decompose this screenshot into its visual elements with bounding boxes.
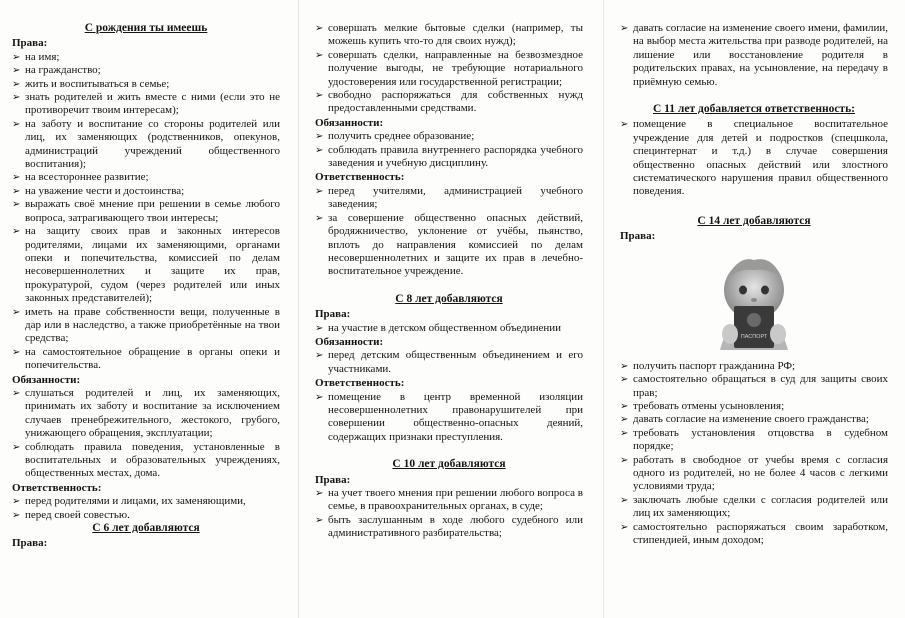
rights-label-14: Права: <box>620 230 656 243</box>
section-heading-10: С 10 лет добавляются <box>392 458 506 471</box>
list-item: ➢ соблюдать правила поведения, установленные в воспитательных и образовательных учреждениях, общественных местах, дома. <box>12 441 280 481</box>
duties-list-6 <box>315 130 583 170</box>
responsibility-label: Ответственность: <box>12 481 102 494</box>
list-item: ➢ на всестороннее развитие; <box>12 171 280 184</box>
rights-label: Права: <box>12 37 48 50</box>
list-item: ➢ получить паспорт гражданина РФ; <box>620 360 888 373</box>
rights-list <box>12 51 280 373</box>
list-item: ➢ слушаться родителей и лиц, их заменяющих, принимать их заботу и воспитание за исключением случаев пренебрежительного, жестокого, грубого, унижающего обращения, эксплуатации; <box>12 387 280 441</box>
duties-list-8 <box>315 349 583 376</box>
rights-list-6-cont <box>315 22 583 116</box>
rights-list-10-cont <box>620 22 888 89</box>
section-heading-6: С 6 лет добавляются <box>92 522 200 535</box>
panel-left <box>12 18 280 551</box>
section-heading-11 <box>620 103 888 116</box>
child-illustration <box>708 250 800 350</box>
passport-label: ПАСПОРТ <box>740 333 768 340</box>
section-heading-14: С 14 лет добавляются <box>697 214 811 227</box>
list-item: ➢ давать согласие на изменение своего гражданства; <box>620 413 888 426</box>
rights-label-8: Права: <box>315 308 351 321</box>
list-item: ➢ перед учителями, администрацией учебного заведения; <box>315 185 583 212</box>
list-item: ➢ перед своей совестью. <box>12 509 280 522</box>
list-item: ➢ перед детским общественным объединением и его участниками. <box>315 349 583 376</box>
list-item: ➢ быть заслушанным в ходе любого судебного или административного разбирательства; <box>315 514 583 541</box>
list-item: ➢ работать в свободное от учебы время с согласия одного из родителей, но не более 4 часов с легкими условиями труда; <box>620 454 888 494</box>
section-heading-birth: С рождения ты имеешь <box>84 22 208 34</box>
section-heading-11-prefix: С 11 лет добавляется <box>653 103 763 116</box>
panel-middle <box>315 22 583 541</box>
list-item: ➢ помещение в центр временной изоляции несовершеннолетних правонарушителей при совершении общественно-опасных деяний, содержащих признаки преступления. <box>315 391 583 445</box>
section-heading-8: С 8 лет добавляются <box>395 292 503 305</box>
panel-right <box>620 22 888 547</box>
responsibility-list <box>12 495 280 522</box>
list-item: ➢ знать родителей и жить вместе с ними (если это не противоречит твоим интересам); <box>12 91 280 118</box>
responsibility-label-6: Ответственность: <box>315 171 405 184</box>
rights-label-10: Права: <box>315 473 351 486</box>
list-item: ➢ требовать установления отцовства в судебном порядке; <box>620 427 888 454</box>
list-item: ➢ самостоятельно распоряжаться своим заработком, стипендией, иным доходом; <box>620 521 888 548</box>
list-item: ➢ жить и воспитываться в семье; <box>12 78 280 91</box>
list-item: ➢ на самостоятельное обращение в органы опеки и попечительства. <box>12 346 280 373</box>
list-item: ➢ требовать отмены усыновления; <box>620 400 888 413</box>
list-item: ➢ на учет твоего мнения при решении любого вопроса в семье, в правоохранительных органах, в суде; <box>315 487 583 514</box>
rights-label-6: Права: <box>12 537 48 550</box>
list-item: ➢ соблюдать правила внутреннего распорядка учебного заведения и учебную дисциплину. <box>315 144 583 171</box>
list-item: ➢ за совершение общественно опасных действий, бродяжничество, уклонение от учёбы, пьянство, вплоть до направления комиссией по делам несовершеннолетних и защите их прав в лечебно-воспитательное учреждение. <box>315 212 583 279</box>
duties-label-8: Обязанности: <box>315 335 384 348</box>
list-item: ➢ получить среднее образование; <box>315 130 583 143</box>
duties-label: Обязанности: <box>12 373 81 386</box>
fold-line-2 <box>603 0 604 618</box>
rights-list-8 <box>315 322 583 335</box>
list-item: ➢ совершать мелкие бытовые сделки (например, ты можешь купить что-то для своих нужд); <box>315 22 583 49</box>
list-item: ➢ на уважение чести и достоинства; <box>12 185 280 198</box>
duties-list <box>12 387 280 481</box>
list-item: ➢ совершать сделки, направленные на безвозмездное получение выгоды, не требующие нотариального удостоверения или государственной регистрации; <box>315 49 583 89</box>
list-item: ➢ на защиту своих прав и законных интересов родителями, лицами их заменяющими, органами опеки и попечительства, комиссией по делам несовершеннолетних и защите их прав, прокуратурой, судом (через родителей или иных законных представителей); <box>12 225 280 305</box>
list-item: ➢ выражать своё мнение при решении в семье любого вопроса, затрагивающего твои интересы; <box>12 198 280 225</box>
list-item: ➢ помещение в специальное воспитательное учреждение для детей и подростков (спецшкола, специнтернат и т.д.) в случае совершения общественно опасных действий или злостного систематического нарушения правил общественного поведения. <box>620 118 888 198</box>
list-item: ➢ на гражданство; <box>12 64 280 77</box>
list-item: ➢ заключать любые сделки с согласия родителей или лиц их заменяющих; <box>620 494 888 521</box>
list-item: ➢ на заботу и воспитание со стороны родителей или лиц, их заменяющих (родственников, опекунов, администраций учреждений общественного воспитания); <box>12 118 280 172</box>
child-with-passport-photo <box>708 250 800 350</box>
list-item: ➢ самостоятельно обращаться в суд для защиты своих прав; <box>620 373 888 400</box>
responsibility-list-8 <box>315 391 583 445</box>
list-item: ➢ давать согласие на изменение своего имени, фамилии, на выбор места жительства при разводе родителей, на лишение или восстановление родителя в родительских правах, на усыновление, на передачу в приёмную семью. <box>620 22 888 89</box>
responsibility-list-11 <box>620 118 888 198</box>
responsibility-list-6 <box>315 185 583 279</box>
list-item: ➢ иметь на праве собственности вещи, полученные в дар или в наследство, а также приобретённые на твои средства; <box>12 306 280 346</box>
section-heading-11-suffix: ответственность: <box>762 103 855 116</box>
list-item: ➢ свободно распоряжаться для собственных нужд предоставленными средствами. <box>315 89 583 116</box>
duties-label-6: Обязанности: <box>315 116 384 129</box>
list-item: ➢ на участие в детском общественном объединении <box>315 322 583 335</box>
rights-list-14 <box>620 360 888 548</box>
list-item: ➢ перед родителями и лицами, их заменяющими, <box>12 495 280 508</box>
list-item: ➢ на имя; <box>12 51 280 64</box>
fold-line-1 <box>298 0 299 618</box>
responsibility-label-8: Ответственность: <box>315 377 405 390</box>
rights-list-10 <box>315 487 583 541</box>
